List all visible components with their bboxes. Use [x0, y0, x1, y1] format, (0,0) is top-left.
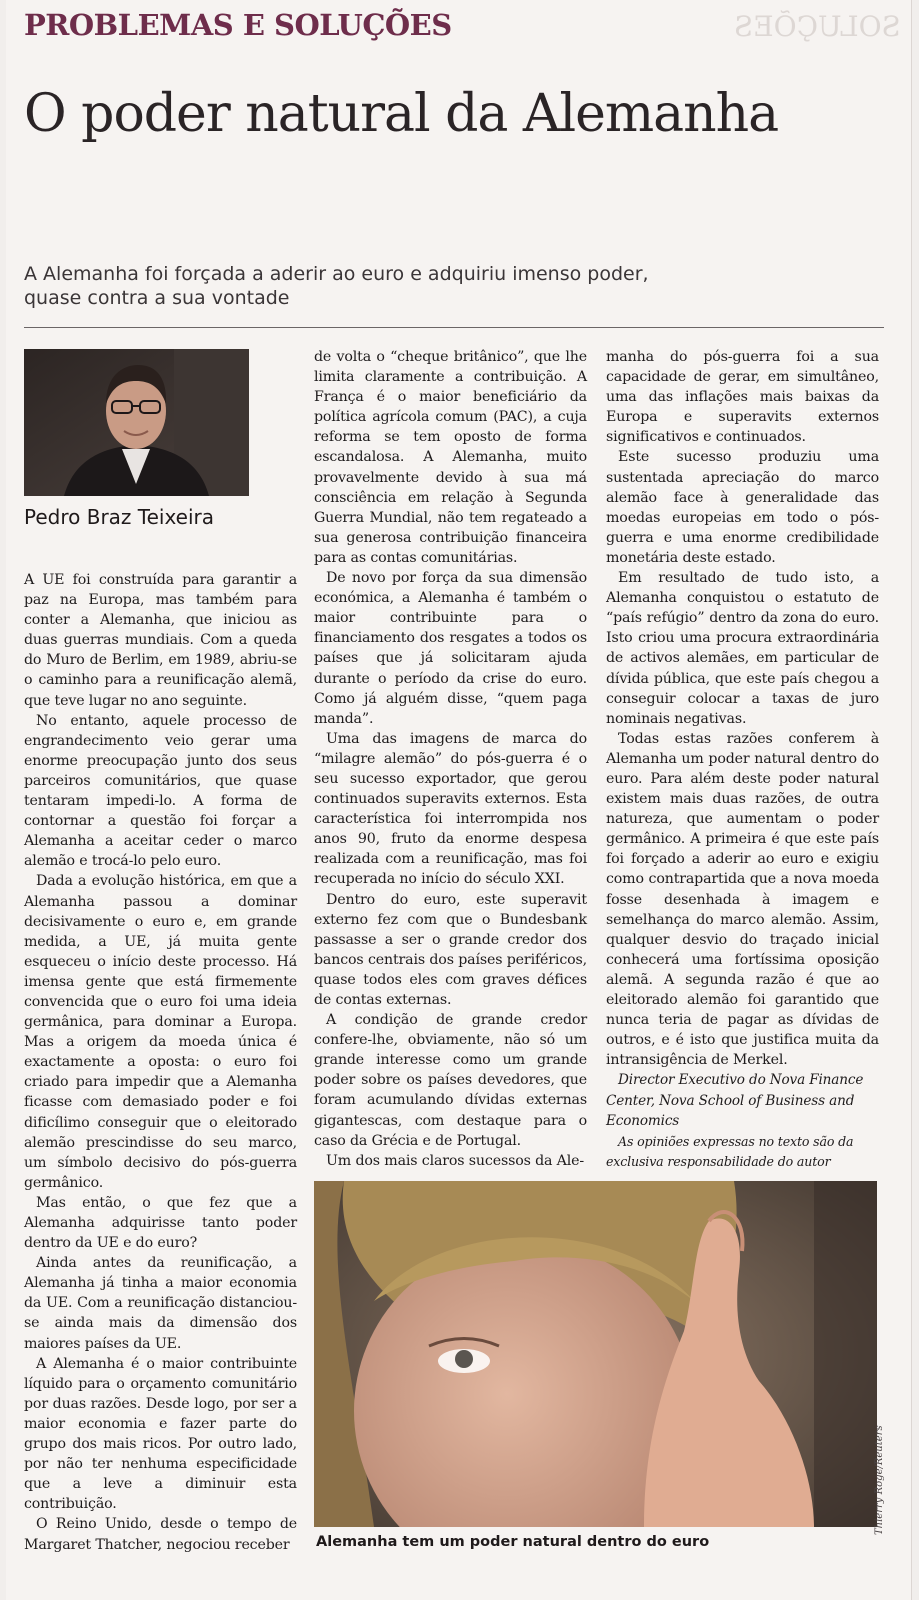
- divider-rule: [24, 327, 884, 328]
- article-column-2: [314, 347, 587, 1171]
- headline: O poder natural da Alemanha: [24, 84, 779, 144]
- paragraph: Ainda antes da reunificação, a Alemanha já tinha a maior economia da UE. Com a reunificação distanciou-se ainda mais da dimensão dos maiores países da UE.: [24, 1255, 297, 1352]
- paragraph: Todas estas razões conferem à Alemanha um poder natural dentro do euro. Para além deste poder natural existem mais duas razões, de outra natureza, que aumentam o poder germânico. A primeira é que este país foi forçado a aderir ao euro e exigiu como contrapartida que a nova moeda fosse desenhada à imagem e semelhança do marco alemão. Assim, qualquer desvio do traçado inicial conhecerá uma fortíssima oposição alemã. A segunda razão é que ao eleitorado alemão foi garantido que nunca teria de pagar as dívidas de outros, e é isto que justifica muita da intransigência de Merkel.: [606, 730, 879, 1069]
- paragraph: Dentro do euro, este superavit externo fez com que o Bundesbank passasse a ser o grande credor dos bancos centrais dos países periféricos, quase todos eles com graves défices de contas externas.: [314, 891, 587, 1008]
- bleed-through-text: SOLUÇÕES: [734, 10, 901, 43]
- paragraph: Em resultado de tudo isto, a Alemanha conquistou o estatuto de “país refúgio” dentro da zona do euro. Isto criou uma procura extraordinária de activos alemães, em particular de dívida pública, que este país chegou a conseguir colocar a taxas de juro nominais negativas.: [606, 570, 879, 727]
- paragraph: manha do pós-guerra foi a sua capacidade de gerar, em simultâneo, uma das inflações mais baixas da Europa e superavits externos significativos e continuados.: [606, 349, 879, 446]
- disclaimer: As opiniões expressas no texto são da exclusiva responsabilidade do autor: [606, 1133, 854, 1170]
- paragraph: A UE foi construída para garantir a paz na Europa, mas também para conter a Alemanha, que iniciou as duas guerras mundiais. Com a queda do Muro de Berlim, em 1989, abriu-se o caminho para a reunificação alemã, que teve lugar no ano seguinte.: [24, 572, 297, 709]
- paragraph: A condição de grande credor confere-lhe, obviamente, não só um grande interesse como um grande poder sobre os países devedores, que foram acumulando dívidas externas gigantescas, com destaque para o caso da Grécia e de Portugal.: [314, 1012, 587, 1149]
- section-label: PROBLEMAS E SOLUÇÕES: [24, 8, 452, 42]
- paragraph: O Reino Unido, desde o tempo de Margaret Thatcher, negociou receber: [24, 1516, 297, 1553]
- subheadline-line-1: A Alemanha foi forçada a aderir ao euro e adquiriu imenso poder,: [24, 263, 649, 285]
- paragraph: Dada a evolução histórica, em que a Alemanha passou a dominar decisivamente o euro e, em grande medida, a UE, já muita gente esqueceu o início deste processo. Há imensa gente que está firmemente convencida que o euro foi uma ideia germânica, para dominar a Europa. Mas a origem da moeda única é exactamente a oposta: o euro foi criado para impedir que a Alemanha ficasse com demasiado poder e foi dificílimo conseguir que o eleitorado alemão prescindisse do seu marco, um símbolo decisivo do pós-guerra germânico.: [24, 873, 297, 1191]
- paragraph: Um dos mais claros sucessos da Ale-: [326, 1152, 585, 1169]
- paragraph: Este sucesso produziu uma sustentada apreciação do marco alemão face à generalidade das moedas europeias em todo o pós-guerra e uma enorme credibilidade monetária deste estado.: [606, 449, 879, 566]
- subheadline: [24, 262, 724, 310]
- paragraph: A Alemanha é o maior contribuinte líquido para o orçamento comunitário por duas razões. Desde logo, por ser a maior economia e fazer parte do grupo dos mais ricos. Por outro lado, por não ter nenhuma especificidade que a leve a diminuir esta contribuição.: [24, 1355, 297, 1513]
- paragraph: de volta o “cheque britânico”, que lhe limita claramente a contribuição. A França é o maior beneficiário da política agrícola comum (PAC), a cuja reforma se tem oposto de forma escandalosa. A Alemanha, muito provavelmente devido à sua má consciência em relação à Segunda Guerra Mundial, não tem regateado a sua generosa contribuição financeira para as contas comunitárias.: [314, 349, 587, 566]
- photo-caption: Alemanha tem um poder natural dentro do euro: [316, 1534, 710, 1550]
- paragraph: Uma das imagens de marca do “milagre alemão” do pós-guerra é o seu sucesso exportador, que gerou continuados superavits externos. Esta característica foi interrompida nos anos 90, fruto da enorme despesa realizada com a reunificação, mas foi recuperada no início do século XXI.: [314, 730, 587, 888]
- author-bio: Director Executivo do Nova Finance Center, Nova School of Business and Economics: [606, 1072, 864, 1130]
- subheadline-line-2: quase contra a sua vontade: [24, 287, 290, 309]
- article-column-3: [606, 347, 879, 1173]
- paragraph: No entanto, aquele processo de engrandecimento veio gerar uma enorme preocupação junto dos seus parceiros comunitários, que quase tentaram impedi-lo. A forma de contornar a questão foi forçar a Alemanha a aceitar ceder o marco alemão e trocá-lo pelo euro.: [24, 712, 297, 870]
- photo-credit: Thierry Roge/Reuters: [874, 1425, 885, 1535]
- paragraph: De novo por força da sua dimensão económica, a Alemanha é também o maior contribuinte para o financiamento dos resgates a todos os países que já solicitaram ajuda durante o período da crise do euro. Como já alguém disse, “quem paga manda”.: [314, 570, 587, 727]
- author-name: Pedro Braz Teixeira: [24, 505, 215, 529]
- article-column-1: [24, 570, 297, 1555]
- merkel-photo: [314, 1181, 877, 1527]
- paragraph: Mas então, o que fez que a Alemanha adquirisse tanto poder dentro da UE e do euro?: [24, 1194, 297, 1252]
- author-photo: [24, 349, 249, 496]
